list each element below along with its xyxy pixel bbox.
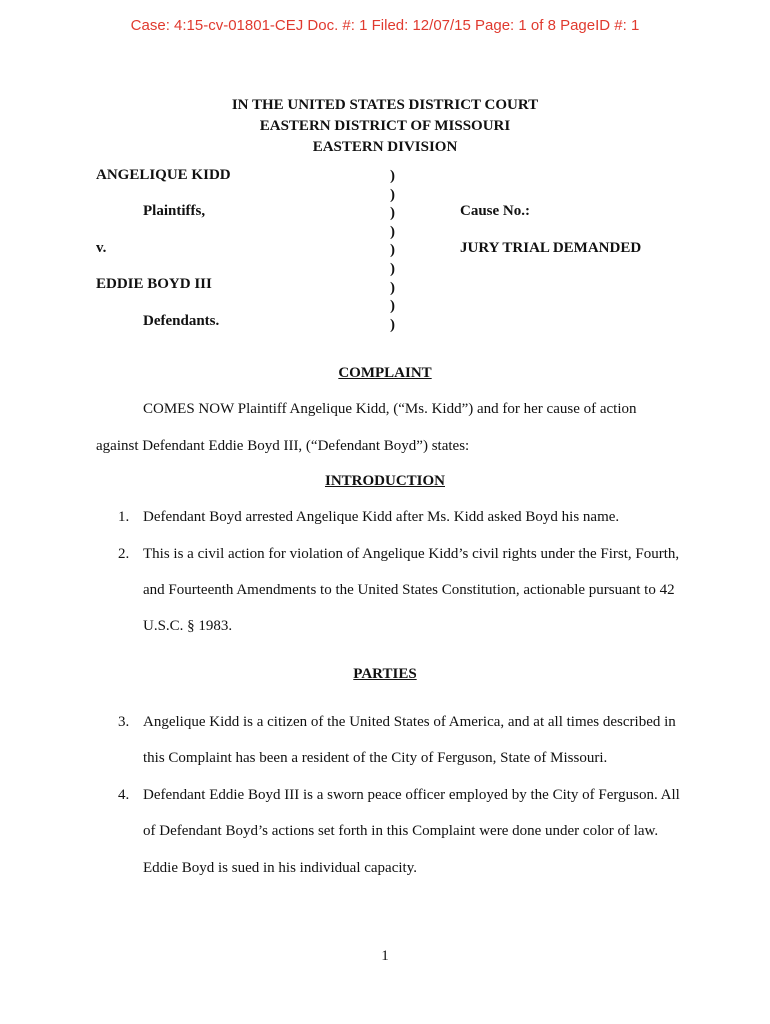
court-caption-heading (0, 95, 770, 158)
paragraph-4-line-3: Eddie Boyd is sued in his individual capacity. (143, 860, 417, 876)
paragraph-2-line-2: and Fourteenth Amendments to the United States Constitution, actionable pursuant to 42 (143, 582, 675, 598)
paragraph-number: 2. (118, 546, 130, 562)
defendant-name: EDDIE BOYD III (96, 276, 212, 292)
paren: ) (390, 316, 395, 333)
paren: ) (390, 298, 395, 315)
intro-line-2: against Defendant Eddie Boyd III, (“Defendant Boyd”) states: (96, 438, 470, 454)
cause-number-label: Cause No.: (460, 203, 530, 219)
paragraph-number: 3. (118, 714, 130, 730)
paragraph-1-line-1: Defendant Boyd arrested Angelique Kidd after Ms. Kidd asked Boyd his name. (143, 509, 620, 525)
introduction-heading: INTRODUCTION (324, 473, 445, 489)
paragraph-4-line-1: Defendant Eddie Boyd III is a sworn peace officer employed by the City of Ferguson. All (143, 787, 680, 803)
parties-heading: PARTIES (353, 666, 417, 682)
paren: ) (390, 168, 395, 184)
paren: ) (390, 186, 395, 203)
paragraph-2-line-1: This is a civil action for violation of Angelique Kidd’s civil rights under the First, Fourth, (143, 546, 680, 562)
plaintiff-name: ANGELIQUE KIDD (96, 167, 231, 183)
caption-parentheses (390, 167, 395, 334)
defendant-role: Defendants. (143, 313, 220, 329)
page-number: 1 (381, 948, 389, 964)
plaintiff-role: Plaintiffs, (143, 203, 206, 219)
court-line-3: EASTERN DIVISION (312, 139, 458, 155)
court-line-2: EASTERN DISTRICT OF MISSOURI (259, 118, 511, 134)
paren: ) (390, 242, 395, 259)
jury-trial-demanded: JURY TRIAL DEMANDED (460, 240, 642, 256)
paragraph-3-line-1: Angelique Kidd is a citizen of the United States of America, and at all times described in (143, 714, 676, 730)
paragraph-2-line-3: U.S.C. § 1983. (143, 618, 233, 634)
paragraph-4-line-2: of Defendant Boyd’s actions set forth in this Complaint were done under color of law. (143, 823, 659, 839)
paren: ) (390, 205, 395, 222)
paragraph-number: 1. (118, 509, 130, 525)
paren: ) (390, 260, 395, 277)
ecf-header-stamp: Case: 4:15-cv-01801-CEJ Doc. #: 1 Filed: 12/07/15 Page: 1 of 8 PageID #: 1 (130, 17, 640, 34)
versus-label: v. (96, 240, 107, 256)
complaint-heading: COMPLAINT (338, 365, 432, 381)
paragraph-3-line-2: this Complaint has been a resident of the City of Ferguson, State of Missouri. (143, 750, 608, 766)
paren: ) (390, 223, 395, 240)
court-line-1: IN THE UNITED STATES DISTRICT COURT (231, 97, 539, 113)
paren: ) (390, 279, 395, 296)
paragraph-number: 4. (118, 787, 130, 803)
intro-line-1: COMES NOW Plaintiff Angelique Kidd, (“Ms. Kidd”) and for her cause of action (143, 401, 637, 417)
